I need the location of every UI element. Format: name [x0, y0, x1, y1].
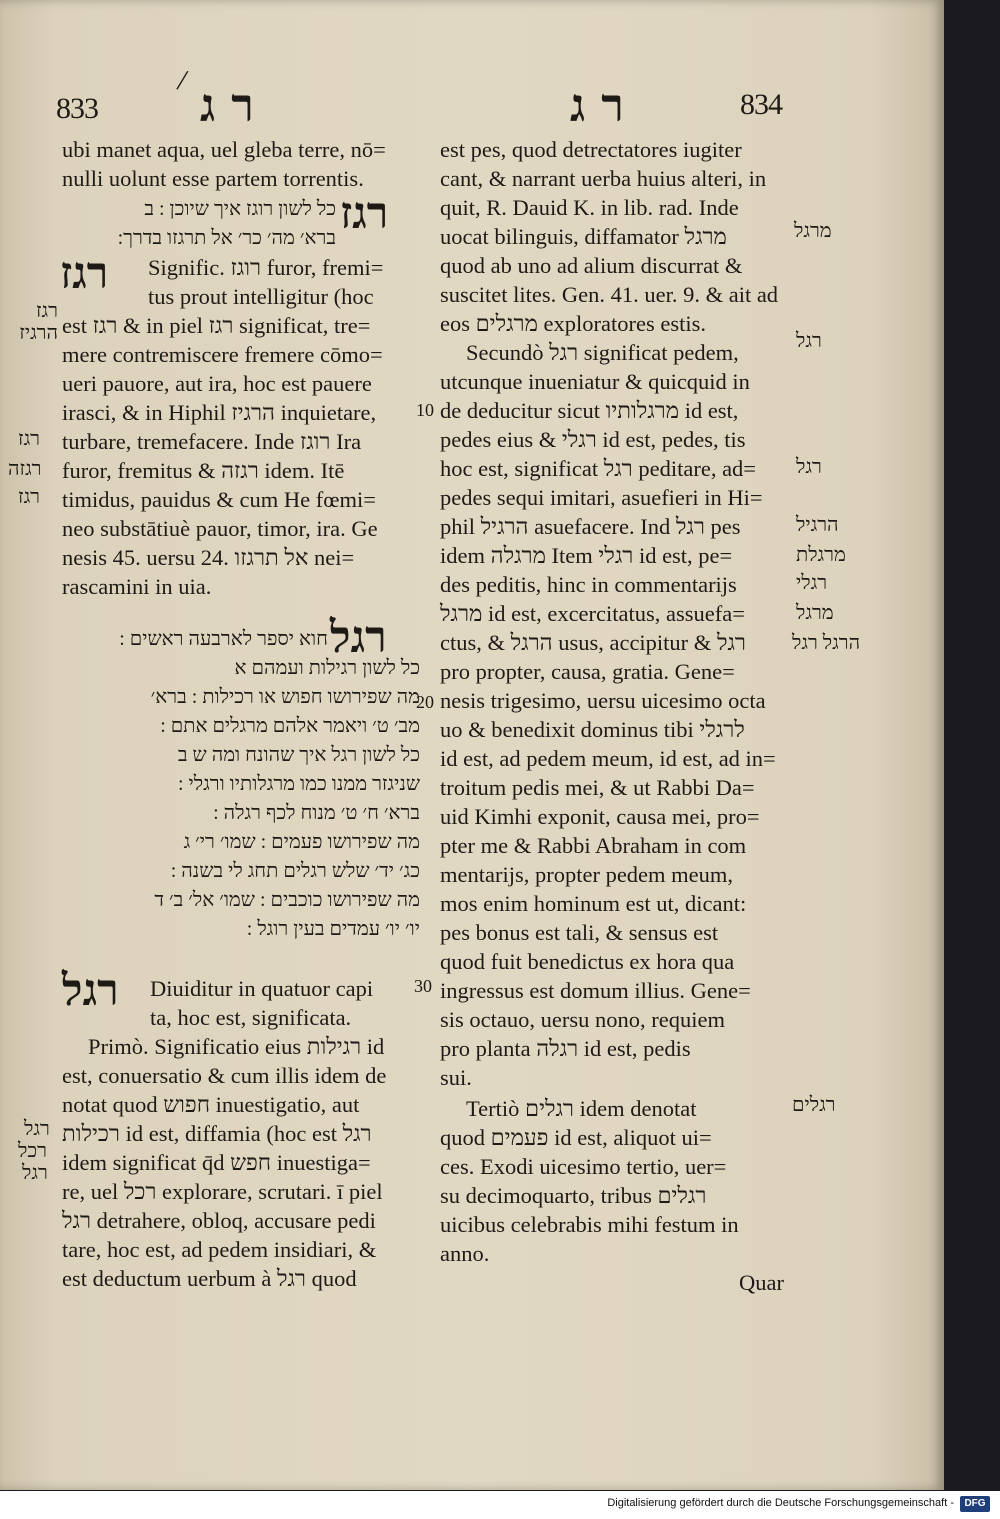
text-line: רכילות id est, diffamia (hoc est רגל	[62, 1121, 372, 1146]
text-line: re, uel רכל explorare, scrutari. ī piel	[62, 1179, 383, 1204]
text-line: nesis 45. uersu 24. אל תרגזו nei=	[62, 545, 355, 570]
text-line: pro propter, causa, gratia. Gene=	[440, 659, 735, 684]
text-line: tare, hoc est, ad pedem insidiari, &	[62, 1237, 377, 1262]
hebrew-line: כל לשון רגל איך שהונח ומה ש ב	[177, 744, 420, 766]
rgz-definition	[62, 253, 417, 601]
line-number: 10	[416, 400, 434, 420]
text-line: phil הרגיל asuefacere. Ind רגל pes	[440, 514, 741, 539]
line-number: 20	[416, 692, 434, 712]
hebrew-line: מה שפירושו חפוש או רכילות : ברא׳	[150, 686, 420, 708]
margin-note: רגז	[18, 486, 41, 508]
rgl-definition	[62, 974, 417, 1293]
margin-note: רגל	[24, 1118, 50, 1140]
margin-note: רגלים	[792, 1094, 836, 1116]
margin-note: רגזה	[8, 458, 42, 480]
text-line: Signific. רוגז furor, fremi=	[148, 255, 384, 280]
funding-note: Digitalisierung gefördert durch die Deutsche Forschungsgemeinschaft -	[607, 1497, 954, 1509]
catchword: Quar	[739, 1270, 784, 1295]
text-line: Primò. Significatio eius רגילות id	[88, 1034, 385, 1059]
text-line: ctus, & הרגל usus, accipitur & רגל	[440, 630, 746, 655]
margin-note: מרגלת	[796, 544, 846, 566]
rgl-hebrew-block-2	[40, 654, 420, 944]
rgl-hebrew-block	[40, 625, 328, 654]
text-line: quod fuit benedictus ex hora qua	[440, 949, 735, 974]
text-line: quod ab uno ad alium discurrat &	[440, 253, 743, 278]
left-running-head: ר ג	[200, 78, 254, 132]
hebrew-line: מה שפירושו פעמים : שמו׳ רי׳ ג	[183, 831, 420, 853]
right-running-head: ר ג	[570, 78, 624, 132]
text-line: de deducitur sicut מרגלותיו id est,	[440, 398, 739, 423]
text-line: מרגל id est, excercitatus, assuefa=	[440, 601, 745, 626]
text-line: des peditis, hinc in commentarijs	[440, 572, 737, 597]
text-line: mentarijs, propter pedem meum,	[440, 862, 734, 887]
text-line: id est, ad pedem meum, id est, ad in=	[440, 746, 776, 771]
margin-note: רגז	[18, 428, 41, 450]
hebrew-line: מה שפירושו כוכבים : שמו׳ אל׳ ב׳ ד	[154, 889, 420, 911]
margin-note: רגלי	[796, 572, 828, 594]
text-line: nesis trigesimo, uersu uicesimo octa	[440, 688, 766, 713]
text-line: est pes, quod detrectatores iugiter	[440, 137, 742, 162]
text-line: idem מרגלה Item רגלי id est, pe=	[440, 543, 733, 568]
text-line: uicibus celebrabis mihi festum in	[440, 1212, 739, 1237]
margin-note: מרגל	[796, 602, 834, 624]
margin-note: רגל	[796, 456, 822, 478]
entry-head-rgz-2: רגז	[60, 248, 109, 299]
text-line: est רגז & in piel רגז significat, tre=	[62, 313, 371, 338]
text-line: Diuiditur in quatuor capi	[150, 976, 374, 1001]
hebrew-line: כל לשון רוגז איך שיוכן : ב	[144, 198, 336, 220]
hebrew-line: חוא יספר לארבעה ראשים :	[119, 628, 328, 650]
margin-note: רגל	[22, 1162, 48, 1184]
text-line: ingressus est domum illius. Gene=	[440, 978, 751, 1003]
text-line: idem significat q̄d חפש inuestiga=	[62, 1150, 371, 1175]
margin-note: רגל	[796, 330, 822, 352]
text-line: uid Kimhi exponit, causa mei, pro=	[440, 804, 760, 829]
line-number: 30	[414, 976, 432, 996]
text-line: est deductum uerbum à רגל quod	[62, 1266, 357, 1291]
text-line: eos מרגלים exploratores estis.	[440, 311, 707, 336]
dfg-logo: DFG	[960, 1496, 990, 1512]
right-page-number: 834	[740, 88, 782, 121]
text-line: timidus, pauidus & cum He fœmi=	[62, 487, 376, 512]
margin-note: רגז הרגיז	[19, 300, 58, 344]
text-line: ueri pauore, aut ira, hoc est pauere	[62, 371, 372, 396]
text-line: anno.	[440, 1241, 490, 1266]
text-line: notat quod חפוש inuestigatio, aut	[62, 1092, 360, 1117]
text-line: troitum pedis mei, & ut Rabbi Da=	[440, 775, 755, 800]
entry-head-rgl: רגל	[330, 612, 387, 663]
text-line: rascamini in uia.	[62, 574, 212, 599]
hebrew-line: כג׳ יד׳ שלש רגלים תחג לי בשנה :	[170, 860, 420, 882]
text-line: pter me & Rabbi Abraham in com	[440, 833, 747, 858]
hebrew-line: מב׳ ט׳ ויאמר אלהם מרגלים אתם :	[160, 715, 420, 737]
margin-note: הרגיל	[796, 514, 839, 536]
margin-note: הרגל רגל	[792, 632, 861, 654]
text-line: mos enim hominum est ut, dicant:	[440, 891, 747, 916]
text-line: neo substātiuè pauor, timor, ira. Ge	[62, 516, 378, 541]
text-line: furor, fremitus & רגזה idem. Itē	[62, 458, 345, 483]
text-line: cant, & narrant uerba huius alteri, in	[440, 166, 767, 191]
entry-head-rgl-2: רגל	[62, 965, 119, 1016]
right-column	[440, 135, 790, 1297]
entry-head-rgz: רגז	[340, 188, 389, 239]
text-line: ta, hoc est, significata.	[150, 1005, 352, 1030]
text-line: su decimoquarto, tribus רגלים	[440, 1183, 707, 1208]
text-line: nulli uolunt esse partem torrentis.	[62, 166, 364, 191]
text-line: tus prout intelligitur (hoc	[148, 284, 374, 309]
hebrew-line: שניגזר ממנו כמו מרגלותיו ורגלי :	[177, 773, 420, 795]
text-line: uocat bilinguis, diffamator מרגל	[440, 224, 727, 249]
text-line: רגל detrahere, obloq, accusare pedi	[62, 1208, 376, 1233]
text-line: irasci, & in Hiphil הרגיז inquietare,	[62, 400, 377, 425]
text-line: pedes sequi imitari, asuefieri in Hi=	[440, 485, 763, 510]
margin-note: רכל	[18, 1140, 47, 1162]
text-line: sui.	[440, 1065, 472, 1090]
text-line: Tertiò רגלים idem denotat	[466, 1096, 697, 1121]
margin-note: מרגל	[794, 220, 832, 242]
text-line: ces. Exodi uicesimo tertio, uer=	[440, 1154, 727, 1179]
text-line: Secundò רגל significat pedem,	[466, 340, 739, 365]
hebrew-line: ברא׳ מה׳ כר׳ אל תרגזו בדרך:	[117, 227, 336, 249]
text-line: est, conuersatio & cum illis idem de	[62, 1063, 387, 1088]
text-line: quod פעמים id est, aliquot ui=	[440, 1125, 712, 1150]
ink-mark: /	[174, 63, 190, 98]
hebrew-line: יו׳ יו׳ עמדים בעין רוגל :	[246, 918, 420, 940]
text-line: quit, R. Dauid K. in lib. rad. Inde	[440, 195, 739, 220]
text-line: hoc est, significat רגל peditare, ad=	[440, 456, 756, 481]
text-line: pedes eius & רגלי id est, pedes, tis	[440, 427, 746, 452]
hebrew-line: כל לשון רגילות ועמהם א	[234, 657, 420, 679]
text-line: mere contremiscere fremere cōmo=	[62, 342, 383, 367]
rgz-hebrew-block	[62, 195, 336, 253]
text-line: suscitet lites. Gen. 41. uer. 9. & ait ad	[440, 282, 779, 307]
text-line: utcunque inueniatur & quicquid in	[440, 369, 750, 394]
text-line: uo & benedixit dominus tibi לרגלי	[440, 717, 745, 742]
text-line: ubi manet aqua, uel gleba terre, nō=	[62, 137, 386, 162]
text-line: pes bonus est tali, & sensus est	[440, 920, 719, 945]
text-line: sis octauo, uersu nono, requiem	[440, 1007, 725, 1032]
left-column-top	[62, 135, 417, 193]
left-page-number: 833	[56, 92, 98, 125]
text-line: turbare, tremefacere. Inde רוגז Ira	[62, 429, 362, 454]
hebrew-line: ברא׳ ח׳ ט׳ מנוח לכף רגלה :	[213, 802, 420, 824]
footer-bar	[0, 1491, 1000, 1519]
text-line: pro planta רגלה id est, pedis	[440, 1036, 691, 1061]
